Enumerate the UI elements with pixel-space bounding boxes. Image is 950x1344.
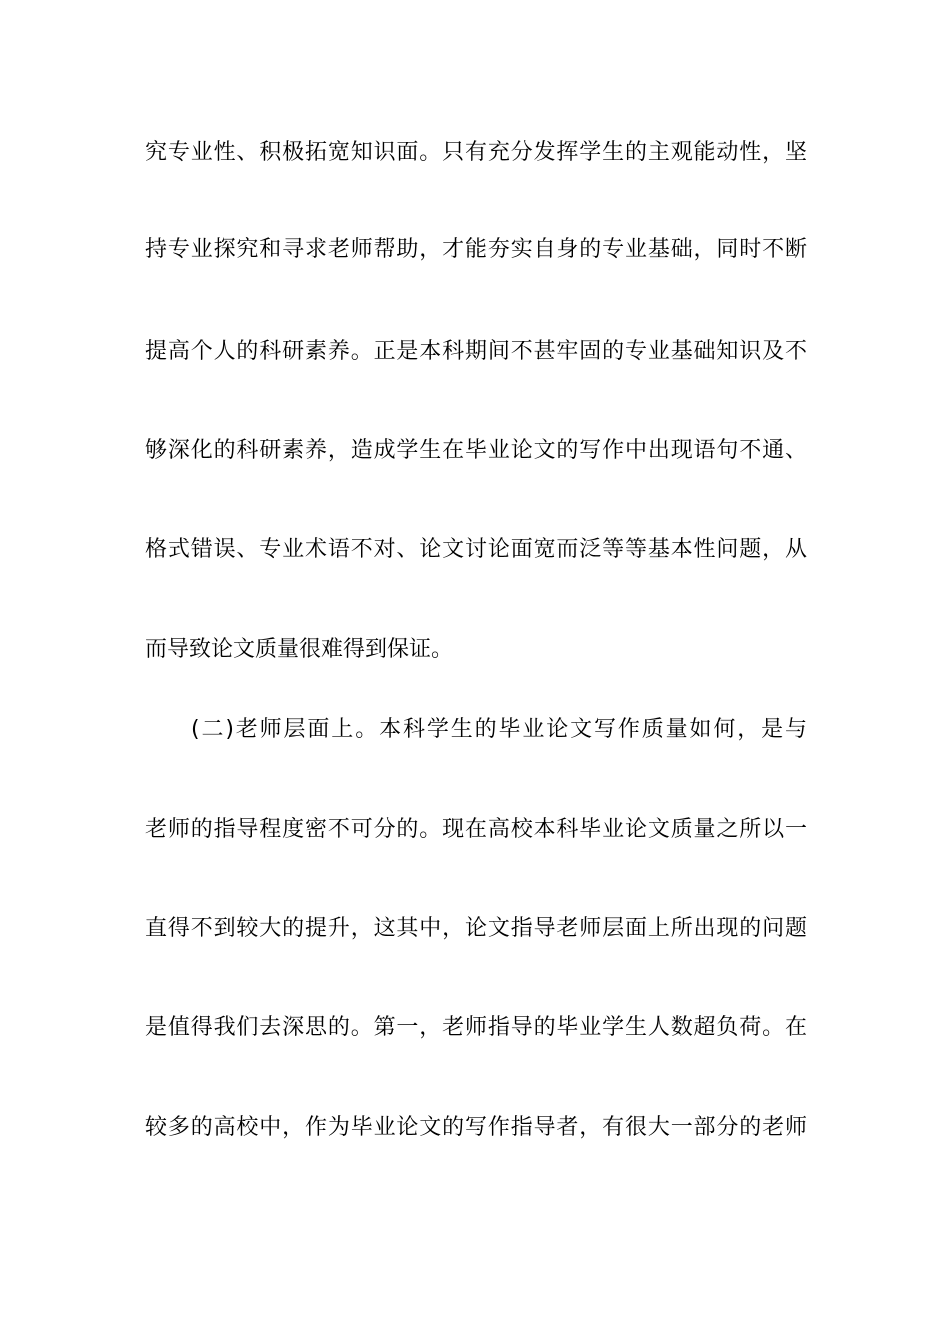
paragraph-line: 究专业性、积极拓宽知识面。只有充分发挥学生的主观能动性，坚 [145,140,807,165]
paragraph-line: 直得不到较大的提升，这其中，论文指导老师层面上所出现的问题 [145,916,807,941]
paragraph-line: 持专业探究和寻求老师帮助，才能夯实自身的专业基础，同时不断 [145,237,807,262]
paragraph-line: 而导致论文质量很难得到保证。 [145,637,454,662]
paragraph-line: 格式错误、专业术语不对、论文讨论面宽而泛等等基本性问题，从 [145,537,807,562]
section-heading-line: (二)老师层面上。本科学生的毕业论文写作质量如何，是与 [191,717,807,742]
paragraph-line: 是值得我们去深思的。第一，老师指导的毕业学生人数超负荷。在 [145,1015,807,1040]
paragraph-line: 老师的指导程度密不可分的。现在高校本科毕业论文质量之所以一 [145,817,807,842]
paragraph-line: 较多的高校中，作为毕业论文的写作指导者，有很大一部分的老师 [145,1115,807,1140]
paragraph-line: 提高个人的科研素养。正是本科期间不甚牢固的专业基础知识及不 [145,339,807,364]
paragraph-line: 够深化的科研素养，造成学生在毕业论文的写作中出现语句不通、 [145,438,807,463]
